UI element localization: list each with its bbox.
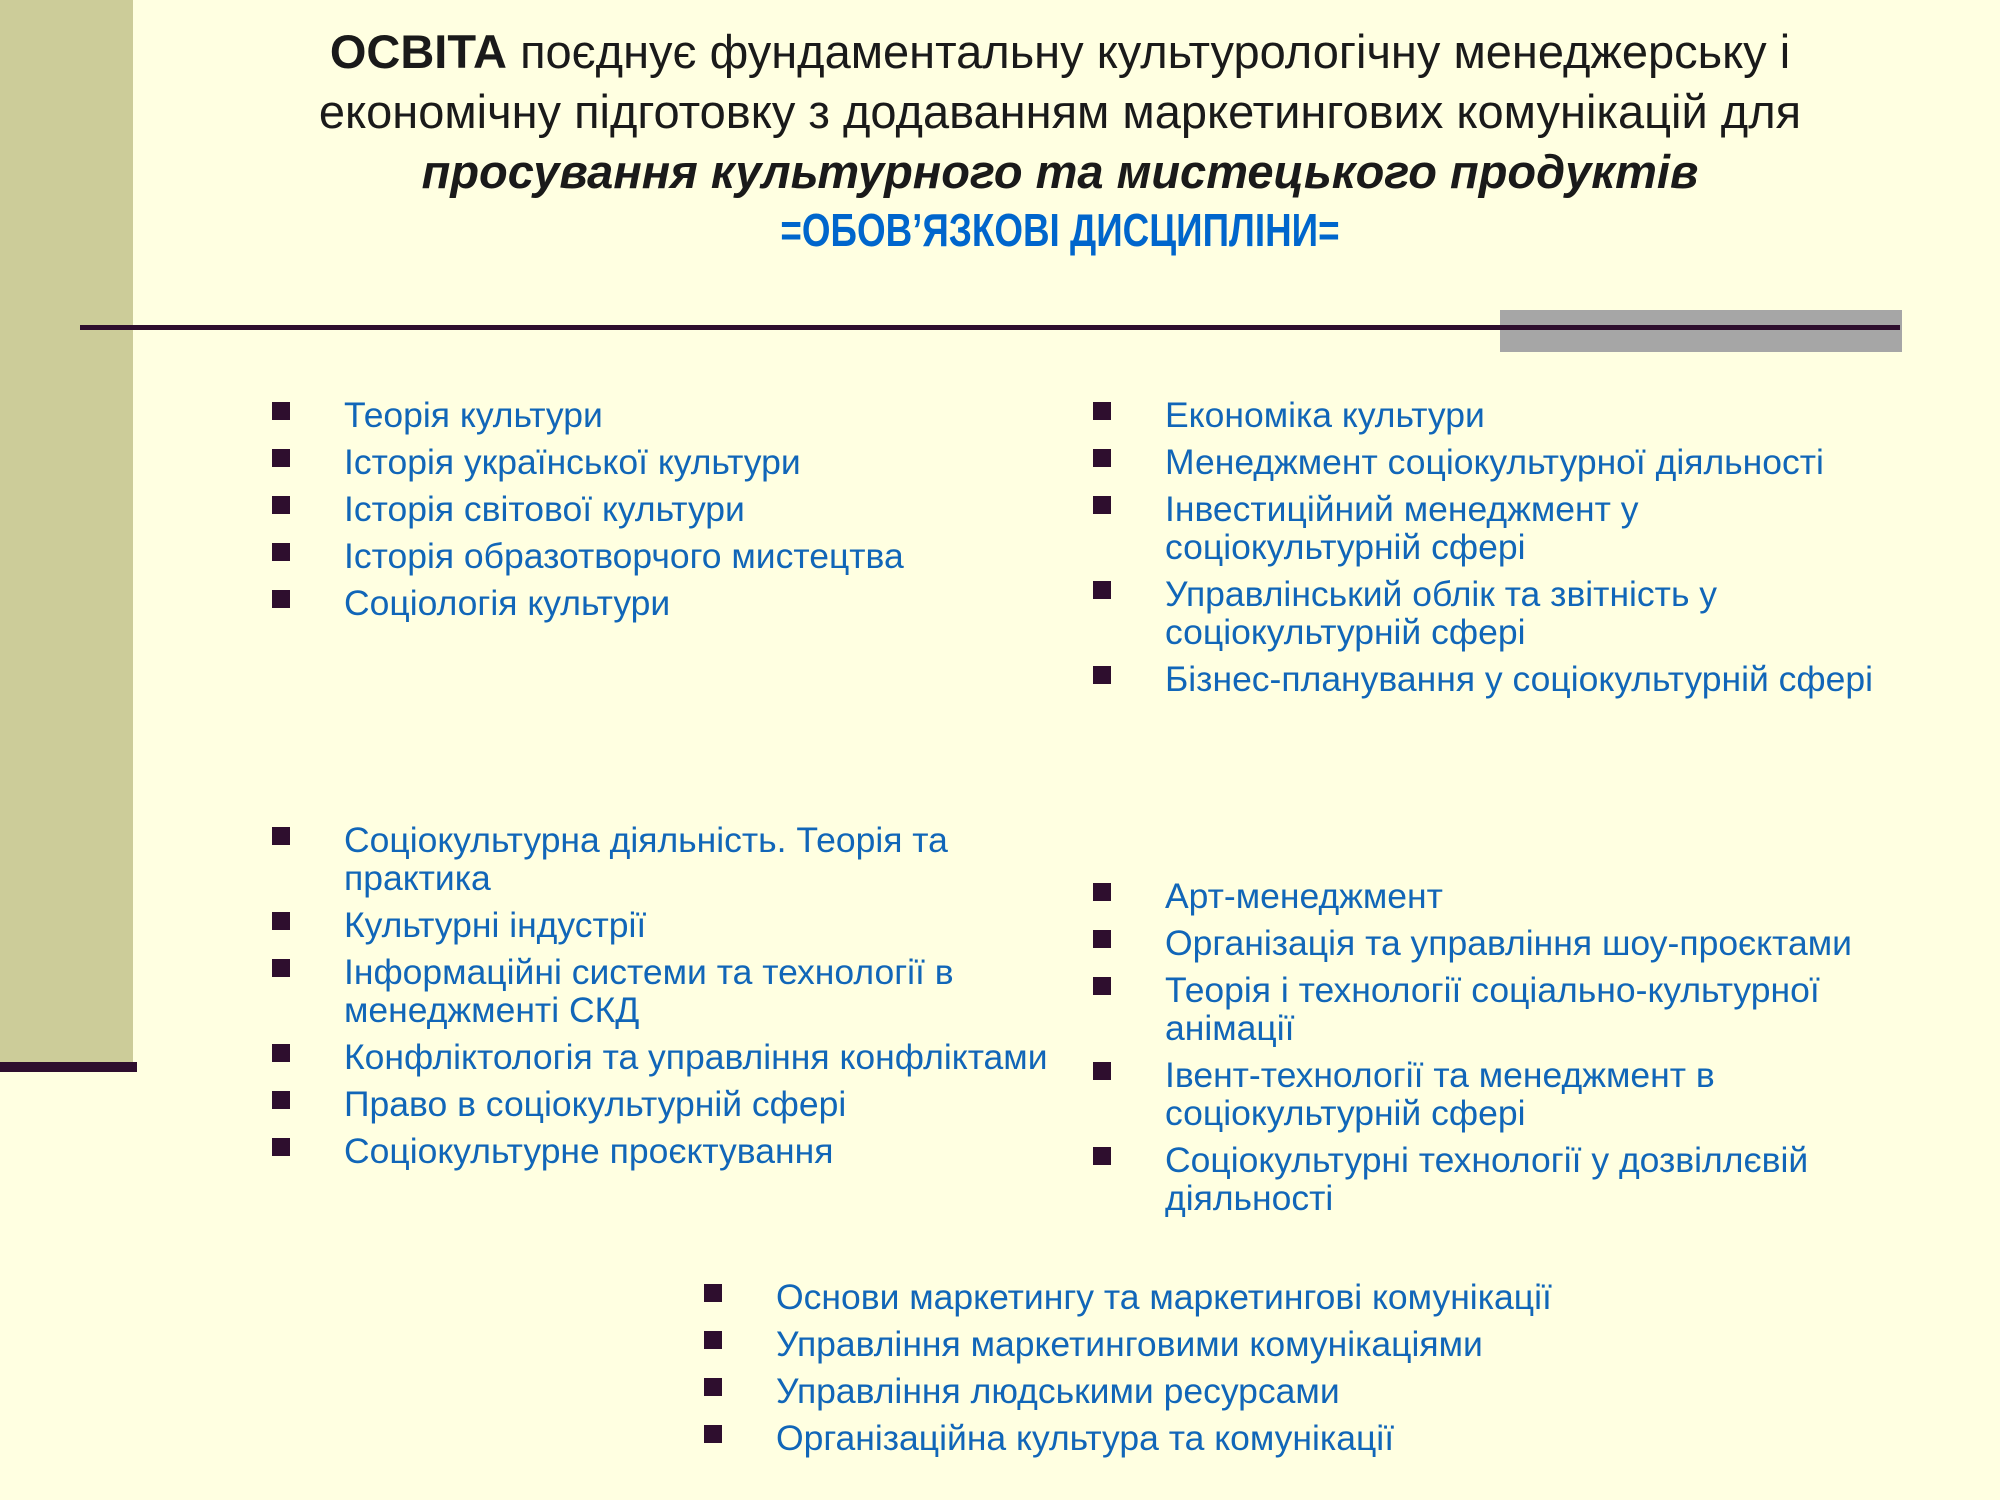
square-bullet-icon	[1093, 402, 1111, 420]
list-item	[1093, 1056, 1893, 1132]
square-bullet-icon	[1093, 666, 1111, 684]
square-bullet-icon	[272, 543, 290, 561]
list-item	[1093, 1141, 1893, 1217]
square-bullet-icon	[272, 827, 290, 845]
list-item-label: Організаційна культура та комунікації	[776, 1418, 1395, 1458]
list-item-label: Історія образотворчого мистецтва	[344, 536, 904, 576]
square-bullet-icon	[1093, 930, 1111, 948]
list-item-label: Економіка культури	[1165, 395, 1485, 435]
list-item-label: Управління маркетинговими комунікаціями	[776, 1324, 1483, 1364]
list-item	[1093, 443, 1893, 481]
discipline-list-right-bottom	[1093, 877, 1893, 1226]
list-item-label: Теорія культури	[344, 395, 603, 435]
list-item-label: Інвестиційний менеджмент у соціокультурній сфері	[1165, 489, 1639, 567]
square-bullet-icon	[272, 912, 290, 930]
list-item	[272, 490, 1052, 528]
square-bullet-icon	[1093, 1147, 1111, 1165]
list-item-label: Управлінський облік та звітність у соціокультурній сфері	[1165, 574, 1718, 652]
list-item	[704, 1278, 1904, 1316]
list-item	[272, 584, 1052, 622]
list-item	[1093, 877, 1893, 915]
slide-subtitle: =ОБОВ’ЯЗКОВІ ДИСЦИПЛІНИ=	[780, 204, 1340, 256]
discipline-list-left-top	[272, 396, 1052, 631]
list-item	[704, 1372, 1904, 1410]
discipline-list-right-top	[1093, 396, 1893, 707]
list-item-label: Управління людськими ресурсами	[776, 1371, 1340, 1411]
square-bullet-icon	[1093, 1062, 1111, 1080]
title-keyword: ОСВІТА	[329, 25, 508, 78]
list-item	[1093, 490, 1893, 566]
discipline-list-left-bottom	[272, 821, 1052, 1179]
square-bullet-icon	[272, 1138, 290, 1156]
list-item-label: Соціокультурне проєктування	[344, 1131, 834, 1171]
list-item-label: Бізнес-планування у соціокультурній сфері	[1165, 659, 1873, 699]
list-item-label: Арт-менеджмент	[1165, 876, 1443, 916]
title-text: поєднує фундаментальну культурологічну менеджерську і економічну підготовку з додаванням маркетингових комунікацій для	[318, 25, 1802, 138]
list-item-label: Інформаційні системи та технології в менеджменті СКД	[344, 952, 954, 1030]
square-bullet-icon	[704, 1378, 722, 1396]
square-bullet-icon	[1093, 496, 1111, 514]
list-item-label: Соціологія культури	[344, 583, 671, 623]
square-bullet-icon	[272, 496, 290, 514]
square-bullet-icon	[704, 1284, 722, 1302]
list-item	[272, 443, 1052, 481]
list-item	[272, 396, 1052, 434]
square-bullet-icon	[272, 402, 290, 420]
square-bullet-icon	[1093, 449, 1111, 467]
square-bullet-icon	[272, 590, 290, 608]
square-bullet-icon	[1093, 581, 1111, 599]
discipline-list-center-bottom	[704, 1278, 1904, 1466]
list-item-label: Культурні індустрії	[344, 905, 647, 945]
list-item-label: Право в соціокультурній сфері	[344, 1084, 847, 1124]
list-item-label: Теорія і технології соціально-культурної анімації	[1165, 970, 1820, 1048]
title-emphasis: просування культурного та мистецького продуктів	[421, 145, 1699, 198]
list-item	[272, 953, 1052, 1029]
list-item	[1093, 971, 1893, 1047]
list-item-label: Конфліктологія та управління конфліктами	[344, 1037, 1048, 1077]
list-item	[1093, 660, 1893, 698]
square-bullet-icon	[1093, 883, 1111, 901]
list-item	[272, 906, 1052, 944]
list-item	[272, 1132, 1052, 1170]
left-decorative-bar	[0, 0, 133, 1062]
list-item	[272, 1085, 1052, 1123]
square-bullet-icon	[704, 1425, 722, 1443]
square-bullet-icon	[1093, 977, 1111, 995]
list-item-label: Історія української культури	[344, 442, 801, 482]
slide-title	[220, 22, 1900, 258]
list-item-label: Соціокультурні технології у дозвіллєвій діяльності	[1165, 1140, 1809, 1218]
list-item-label: Історія світової культури	[344, 489, 745, 529]
list-item	[272, 821, 1052, 897]
square-bullet-icon	[704, 1331, 722, 1349]
list-item	[704, 1419, 1904, 1457]
list-item	[1093, 924, 1893, 962]
list-item-label: Івент-технології та менеджмент в соціокультурній сфері	[1165, 1055, 1715, 1133]
list-item-label: Менеджмент соціокультурної діяльності	[1165, 442, 1824, 482]
square-bullet-icon	[272, 449, 290, 467]
list-item	[1093, 396, 1893, 434]
square-bullet-icon	[272, 1091, 290, 1109]
divider-accent-block	[1500, 310, 1902, 352]
square-bullet-icon	[272, 959, 290, 977]
list-item	[272, 1038, 1052, 1076]
list-item	[704, 1325, 1904, 1363]
left-bar-underline	[0, 1062, 137, 1072]
title-divider-line	[80, 325, 1900, 330]
list-item	[272, 537, 1052, 575]
list-item-label: Організація та управління шоу-проєктами	[1165, 923, 1852, 963]
list-item-label: Соціокультурна діяльність. Теорія та практика	[344, 820, 948, 898]
list-item-label: Основи маркетингу та маркетингові комунікації	[776, 1277, 1552, 1317]
list-item	[1093, 575, 1893, 651]
square-bullet-icon	[272, 1044, 290, 1062]
